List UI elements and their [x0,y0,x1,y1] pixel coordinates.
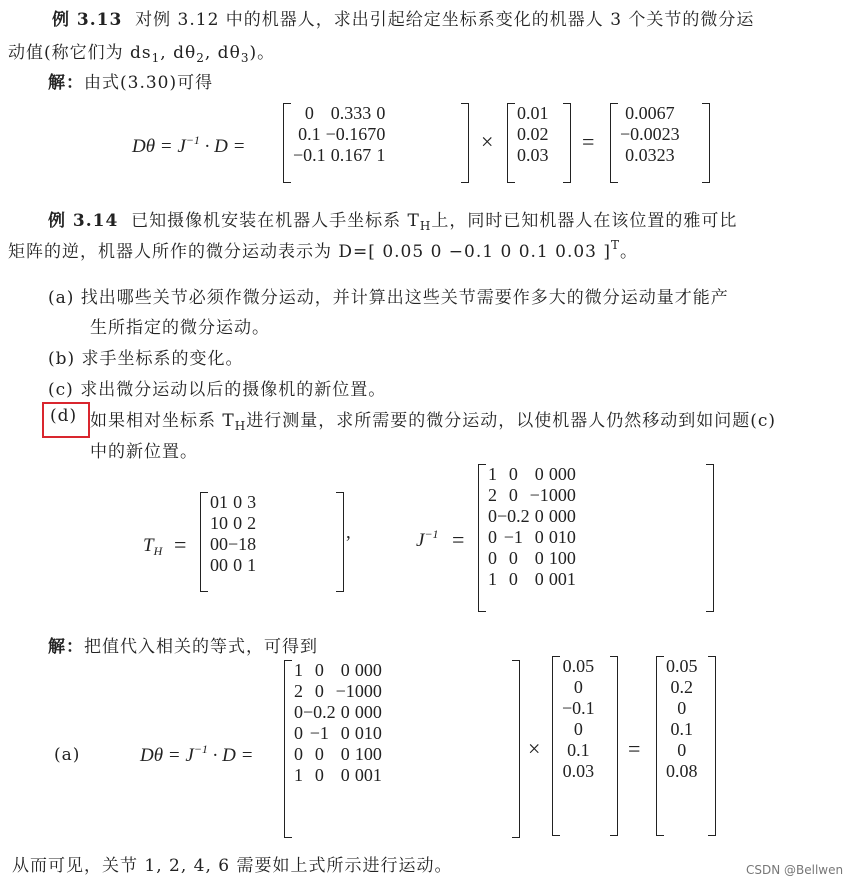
superscript: −1 [185,133,200,147]
matrix-cell: 0 [573,677,583,697]
example-3-13-line1 [52,5,754,30]
item-c: (c) 求出微分运动以后的摄像机的新位置。 [48,380,387,400]
subscript: 2 [196,51,205,65]
matrix-cell: 0 [557,506,567,526]
matrix-row [294,681,382,702]
matrix-row [294,702,382,723]
watermark: CSDN @Bellwen [746,863,844,877]
example-text: 对例 3.12 中的机器人，求出引起给定坐标系变化的机器人 3 个关节的微分运 [135,10,755,30]
matrix-row [666,698,698,719]
matrix-cell: 0 [548,569,558,589]
matrix-cell: 0.01 [517,103,549,123]
matrix-cell: 0 [488,548,497,568]
matrix-cell: 0 [233,513,243,533]
matrix-cell: 1 [566,569,576,589]
result-vector-3 [610,103,710,183]
matrix-cell: 0 [372,702,382,722]
result-vector-6 [656,656,716,836]
matrix-cell: 0 [534,527,544,547]
equals-operator: = [628,736,641,761]
matrix-cell: 2 [294,681,303,701]
matrix-row [562,740,595,761]
example-text: 上，同时已知机器人在该位置的雅可比 [431,211,738,231]
matrix-row [488,464,576,485]
matrix-cell: 0 [557,464,567,484]
matrix-cell: 2 [247,513,257,533]
matrix-cell: 0 [573,719,583,739]
matrix-cell: −0.1 [293,145,326,165]
matrix-cell: 1 [488,569,497,589]
matrix-cell: 0.1 [298,124,321,144]
matrix-row [488,548,576,569]
eq-lhs-text: Dθ = J [132,136,186,157]
jinv-matrix-6x6 [478,464,714,612]
th-matrix-4x4 [200,492,344,592]
matrix-cell: 0 [508,464,518,484]
matrix-cell: 3 [247,492,257,512]
example-text: 已知摄像机安装在机器人手坐标系 T [131,211,420,231]
matrix-cell: 0.05 [562,656,595,676]
item-a-line1: (a) 找出哪些关节必须作微分运动，并计算出这些关节需要作多大的微分运动量才能产 [48,288,729,308]
j-symbol: J [416,530,425,551]
matrix-cell: 0.02 [517,124,549,144]
matrix-row [620,124,680,145]
d-vector-6 [552,656,618,836]
matrix-row [210,492,256,513]
matrix-row [294,660,382,681]
matrix-cell: −0.0023 [620,124,680,144]
matrix-row [562,656,595,677]
matrix-cell: 0 [354,702,364,722]
item-d-line2: 中的新位置。 [90,442,198,462]
matrix-cell: −0.167 [325,124,377,144]
matrix-cell: 1 [219,492,228,512]
part-a-label: (a) [54,745,81,765]
times-operator: × [528,736,541,761]
matrix-row [562,677,595,698]
matrix-row [666,656,698,677]
matrix-cell: 0 [557,485,567,505]
matrix-row [488,527,576,548]
matrix-cell: 0 [566,506,576,526]
matrix-cell: 0.03 [562,761,595,781]
matrix-cell: 0 [376,103,386,123]
matrix-cell: 0 [340,723,350,743]
example-text: 。 [620,242,639,262]
matrix-cell: 0 [354,681,364,701]
example-3-14-line1 [48,206,737,233]
matrix-cell: 0 [534,506,544,526]
jinv-label [416,527,439,552]
matrix-cell: 0 [488,506,497,526]
matrix-cell: 0 [363,660,373,680]
matrix-cell: 0 [314,744,324,764]
matrix-cell: 0 [233,555,243,575]
matrix-cell: 0 [372,681,382,701]
conclusion-text: 从而可见，关节 1, 2, 4, 6 需要如上式所示进行运动。 [12,856,453,876]
matrix-row [488,569,576,590]
matrix-cell: 0 [363,681,373,701]
equation-lhs-2 [140,742,253,767]
matrix-cell: −0.1 [562,698,595,718]
matrix-cell: 0 [294,702,303,722]
item-d-text: 如果相对坐标系 T [90,411,235,431]
d-vector-3 [507,103,571,183]
matrix-cell: 0.333 [330,103,372,123]
matrix-cell: 0 [534,464,544,484]
matrix-cell: −1 [529,485,549,505]
matrix-cell: 1 [376,145,386,165]
matrix-cell: 0.1 [567,740,590,760]
matrix-cell: 0 [219,534,228,554]
matrix-cell: 0 [340,765,350,785]
matrix-cell: 8 [247,534,257,554]
eq-lhs-tail: · D = [204,136,246,157]
matrix-cell: 0 [210,555,219,575]
matrix-cell: 0 [340,660,350,680]
matrix-cell: 0 [363,744,373,764]
matrix-cell: 1 [247,555,257,575]
equals-operator: = [174,532,187,557]
matrix-cell: 0 [314,681,324,701]
solution-label: 解： [48,637,84,657]
matrix-cell: 0 [677,698,687,718]
matrix-cell: 0 [508,548,518,568]
matrix-cell: 0 [294,723,303,743]
item-b: (b) 求手坐标系的变化。 [48,349,244,369]
superscript: −1 [193,742,208,756]
subscript: H [153,544,163,558]
matrix-cell: 0 [304,103,314,123]
matrix-row [210,555,256,576]
equation-lhs [132,133,245,158]
matrix-cell: 0 [534,548,544,568]
subscript: 1 [151,51,161,65]
matrix-cell: 0 [508,485,518,505]
example-3-14-line2 [8,237,638,262]
matrix-cell: 0 [548,464,558,484]
matrix-row [517,145,549,166]
matrix-cell: 0 [548,506,558,526]
matrix-cell: 0 [566,548,576,568]
matrix-cell: 0 [340,744,350,764]
matrix-row [666,761,698,782]
matrix-row [294,723,382,744]
example-3-13-line2 [8,38,275,65]
matrix-row [562,719,595,740]
solution-line-2 [48,632,318,657]
matrix-cell: 0.2 [670,677,693,697]
matrix-cell: 0 [376,124,386,144]
subscript: H [419,219,432,233]
matrix-cell: 0.0323 [625,145,675,165]
matrix-cell: 0 [557,569,567,589]
matrix-cell: 0 [508,569,518,589]
example-text: , dθ [204,43,241,63]
matrix-row [293,145,385,166]
matrix-cell: 0 [372,744,382,764]
solution-line [48,68,213,93]
matrix-cell: 1 [372,765,382,785]
example-text: 矩阵的逆，机器人所作的微分运动表示为 D=[ 0.05 0 −0.1 0 0.1 0.03 ] [8,242,612,262]
matrix-cell: 0 [566,464,576,484]
matrix-row [294,744,382,765]
matrix-cell: 0 [210,492,219,512]
example-label: 例 3.13 [52,10,123,30]
item-d-text: 进行测量，求所需要的微分运动，以使机器人仍然移动到如问题(c) [246,411,777,431]
matrix-cell: −1 [228,534,248,554]
matrix-row [293,124,385,145]
matrix-row [666,719,698,740]
matrix-cell: 0 [354,660,364,680]
jinv-matrix-6x6-solution [284,660,520,838]
matrix-cell: 1 [210,513,219,533]
matrix-row [488,506,576,527]
matrix-cell: 0 [363,702,373,722]
matrix-cell: 0 [219,555,228,575]
matrix-row [620,103,680,124]
matrix-row [562,698,595,719]
matrix-row [210,513,256,534]
example-text: , dθ [160,43,197,63]
matrix-cell: 0 [372,723,382,743]
matrix-cell: 2 [488,485,497,505]
matrix-cell: 0.0067 [625,103,675,123]
matrix-cell: 0 [294,744,303,764]
matrix-cell: 0 [363,765,373,785]
matrix-row [488,485,576,506]
comma: , [346,522,351,543]
th-label [143,535,162,559]
matrix-cell: 0 [354,723,364,743]
subscript: 3 [240,51,250,65]
matrix-cell: 0 [314,660,324,680]
matrix-row [517,124,549,145]
matrix-cell: 0 [354,765,364,785]
matrix-cell: 0 [677,740,687,760]
matrix-row [620,145,680,166]
matrix-cell: 0 [557,548,567,568]
matrix-row [517,103,549,124]
matrix-cell: −0.2 [303,702,336,722]
matrix-cell: 0 [372,660,382,680]
item-a-line2: 生所指定的微分运动。 [90,318,270,338]
matrix-cell: 0 [534,569,544,589]
matrix-cell: −1 [309,723,329,743]
equals-operator: = [582,129,595,154]
item-d-label: (d) [50,406,78,426]
matrix-cell: −1 [335,681,355,701]
matrix-cell: −0.2 [497,506,530,526]
matrix-cell: 0 [548,485,558,505]
matrix-cell: 0.1 [670,719,693,739]
matrix-cell: 0 [233,492,243,512]
matrix-cell: 0.05 [666,656,698,676]
matrix-cell: 0 [314,765,324,785]
matrix-cell: 0 [488,527,497,547]
matrix-cell: 0.03 [517,145,549,165]
matrix-cell: 1 [363,723,373,743]
subscript: H [234,419,247,433]
matrix-cell: 1 [354,744,364,764]
matrix-cell: −1 [503,527,523,547]
matrix-cell: 0 [210,534,219,554]
matrix-cell: 0 [548,527,558,547]
matrix-cell: 1 [548,548,558,568]
matrix-cell: 1 [557,527,567,547]
superscript: −1 [424,527,439,541]
matrix-cell: 1 [294,765,303,785]
times-operator: × [481,129,494,154]
matrix-cell: 0.167 [330,145,372,165]
matrix-cell: 1 [294,660,303,680]
th-symbol: T [143,535,154,556]
equals-operator: = [452,527,465,552]
matrix-row [666,740,698,761]
matrix-cell: 0 [219,513,228,533]
solution-text: 把值代入相关的等式，可得到 [84,637,318,657]
eq-lhs-tail: · D = [212,745,254,766]
matrix-cell: 0 [566,527,576,547]
superscript: T [611,238,621,252]
matrix-row [293,103,385,124]
matrix-cell: 1 [488,464,497,484]
matrix-cell: 0 [340,702,350,722]
example-label: 例 3.14 [48,211,119,231]
matrix-row [666,677,698,698]
jacobian-inverse-matrix-3x3 [283,103,469,183]
matrix-row [562,761,595,782]
example-text: )。 [249,43,276,63]
matrix-row [294,765,382,786]
item-d-line1 [90,406,776,433]
solution-label: 解： [48,73,84,93]
matrix-cell: 0 [566,485,576,505]
matrix-cell: 0.08 [666,761,698,781]
eq-lhs-text: Dθ = J [140,745,194,766]
example-text: 动值(称它们为 ds [8,43,152,63]
solution-text: 由式(3.30)可得 [84,73,214,93]
matrix-row [210,534,256,555]
